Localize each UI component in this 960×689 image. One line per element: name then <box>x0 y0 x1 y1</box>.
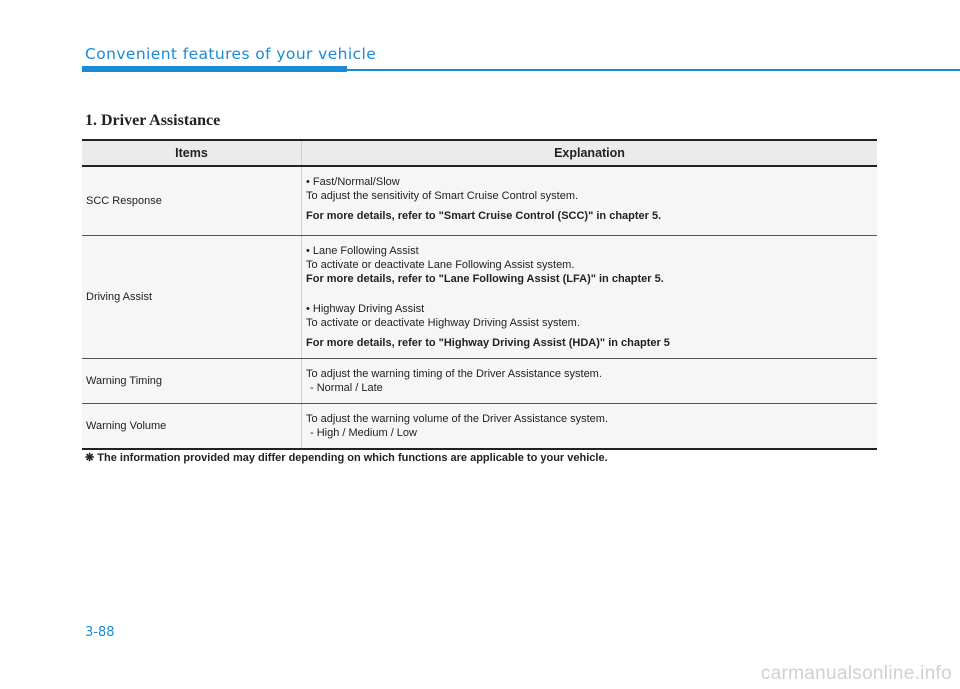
explanation-cell <box>302 166 878 235</box>
item-cell: SCC Response <box>82 166 302 235</box>
item-cell: Driving Assist <box>82 235 302 358</box>
option-line: - Normal / Late <box>310 381 383 394</box>
description-line: To adjust the warning timing of the Driver Assistance system. <box>306 367 602 380</box>
footnote: ❋ The information provided may differ depending on which functions are applicable to your vehicle. <box>85 452 608 464</box>
description-line: To activate or deactivate Highway Driving Assist system. <box>306 316 580 329</box>
table-header-row <box>82 140 877 166</box>
description-line: To activate or deactivate Lane Following Assist system. <box>306 258 575 271</box>
item-cell: Warning Timing <box>82 358 302 403</box>
table-row-warning-volume <box>82 403 877 449</box>
option-line: • Fast/Normal/Slow <box>306 176 400 188</box>
watermark: carmanualsonline.info <box>760 663 952 684</box>
option-line: • Highway Driving Assist <box>306 302 425 315</box>
column-header-items: Items <box>82 140 302 166</box>
item-cell: Warning Volume <box>82 403 302 449</box>
explanation-cell <box>302 403 878 449</box>
explanation-cell <box>302 235 878 358</box>
option-line: - High / Medium / Low <box>310 426 417 439</box>
explanation-cell <box>302 358 878 403</box>
reference-text: For more details, refer to "Highway Driving Assist (HDA)" in chapter 5 <box>306 336 670 349</box>
table-row-scc-response <box>82 166 877 235</box>
description-line: To adjust the sensitivity of Smart Cruise Control system. <box>306 190 579 202</box>
description-line: To adjust the warning volume of the Driver Assistance system. <box>306 412 609 425</box>
column-header-explanation: Explanation <box>302 140 878 166</box>
section-title: 1. Driver Assistance <box>85 112 221 129</box>
table-row-driving-assist <box>82 235 877 358</box>
reference-text: For more details, refer to "Smart Cruise Control (SCC)" in chapter 5. <box>306 210 662 222</box>
reference-text: For more details, refer to "Lane Following Assist (LFA)" in chapter 5. <box>306 272 664 285</box>
page-number: 3-88 <box>85 625 115 640</box>
table-row-warning-timing <box>82 358 877 403</box>
driver-assistance-table <box>82 139 877 450</box>
header-accent-bar <box>82 66 347 72</box>
header-rule <box>347 69 960 71</box>
chapter-header-title: Convenient features of your vehicle <box>85 45 377 63</box>
spacer <box>306 286 877 302</box>
option-line: • Lane Following Assist <box>306 244 419 257</box>
